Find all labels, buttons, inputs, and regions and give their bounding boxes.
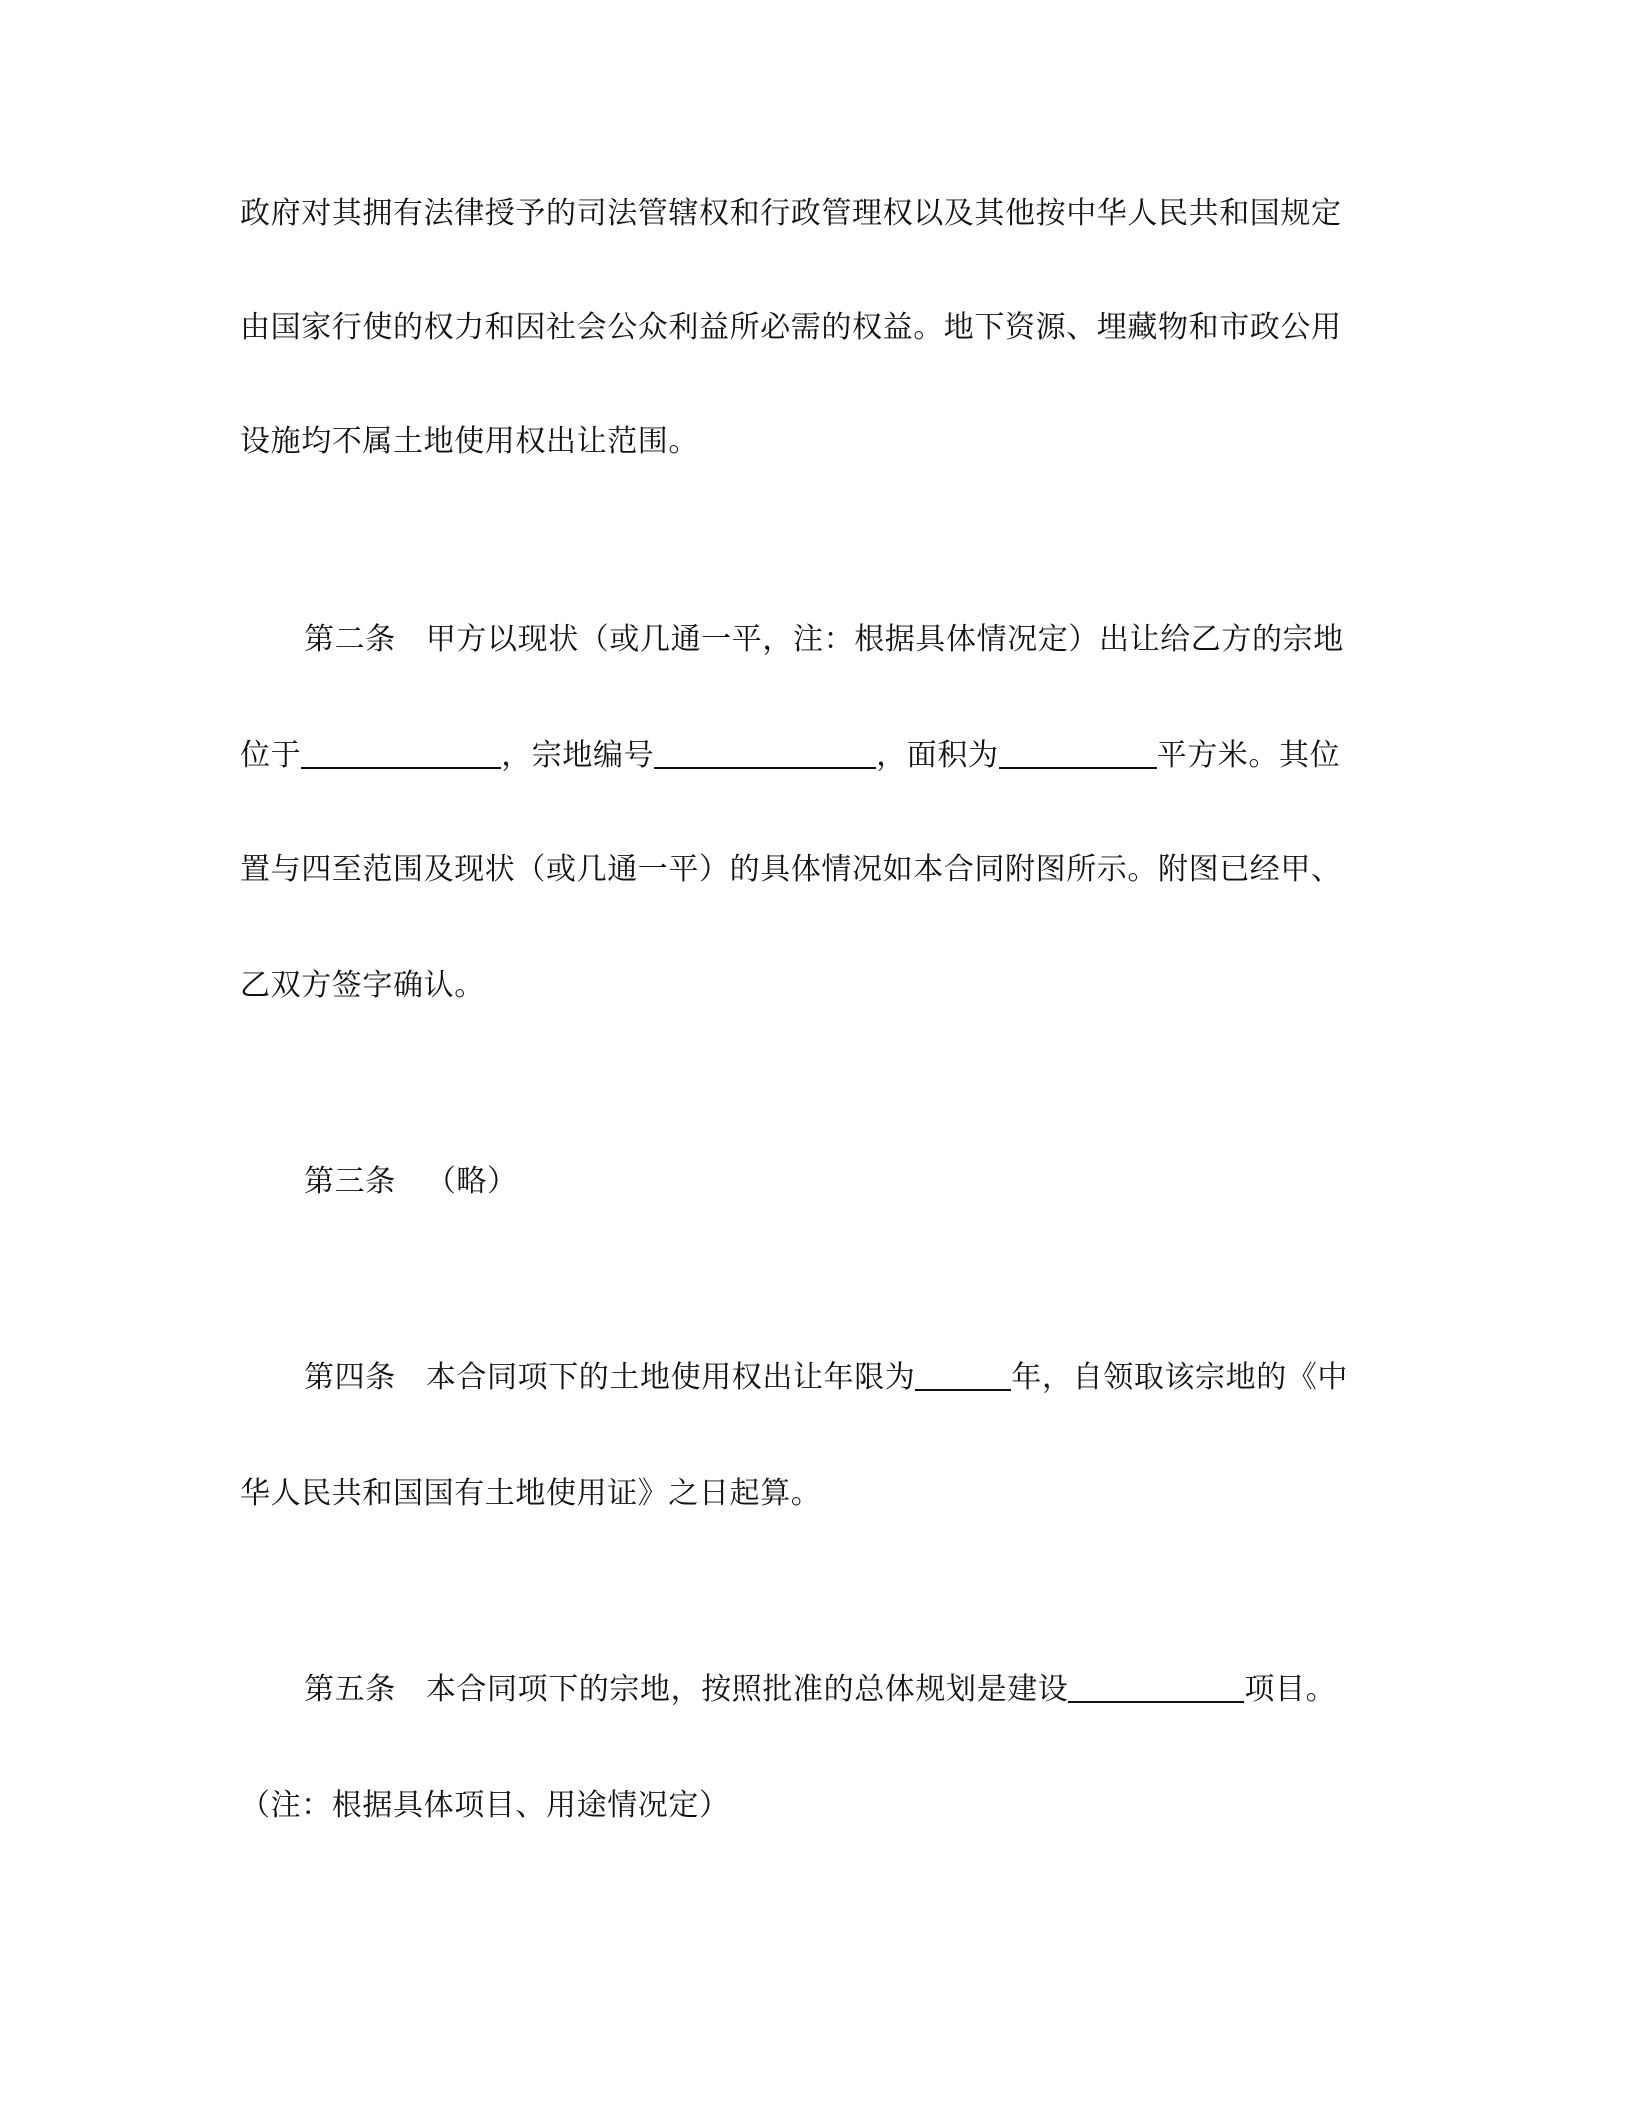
article-5-text: 本合同项下的宗地，按照批准的总体规划是建设 [425,1672,1069,1707]
project-blank-field[interactable] [1068,1671,1244,1703]
area-blank-field[interactable] [999,737,1157,769]
location-blank-field[interactable] [301,737,501,769]
article-3-text: （略） [425,1164,518,1199]
article-2-line [304,620,1344,660]
article-2-text: ，宗地编号 [501,738,655,773]
term-years-blank-field[interactable] [915,1359,1011,1391]
article-2-label: 第二条 [304,622,396,657]
article-2-text: 平方米。其位 [1156,738,1341,773]
article-5-label: 第五条 [304,1672,396,1707]
article-4-label: 第四条 [304,1360,396,1395]
article-5-note: （注：根据具体项目、用途情况定） [240,1788,730,1823]
article-5-line [304,1670,1336,1710]
paragraph-line: 政府对其拥有法律授予的司法管辖权和行政管理权以及其他按中华人民共和国规定 [240,196,1342,231]
article-4-text: 本合同项下的土地使用权出让年限为 [425,1360,916,1395]
paragraph-line: 由国家行使的权力和因社会公众利益所必需的权益。地下资源、埋藏物和市政公用 [240,310,1342,345]
article-4-line: 华人民共和国国有土地使用证》之日起算。 [240,1476,822,1511]
article-4-text: 年，自领取该宗地的《中 [1011,1360,1349,1395]
article-2-line: 乙双方签字确认。 [240,968,485,1003]
article-2-text: ，面积为 [876,738,999,773]
article-3-line [304,1162,518,1202]
article-2-line [240,736,1340,776]
article-3-label: 第三条 [304,1164,396,1199]
article-2-text: 位于 [240,738,302,773]
article-5-text: 项目。 [1244,1672,1337,1707]
article-2-line: 置与四至范围及现状（或几通一平）的具体情况如本合同附图所示。附图已经甲、 [240,852,1342,887]
article-2-text: 甲方以现状（或几通一平，注：根据具体情况定）出让给乙方的宗地 [425,622,1344,657]
parcel-number-blank-field[interactable] [654,737,876,769]
article-4-line [304,1358,1348,1398]
paragraph-line: 设施均不属土地使用权出让范围。 [240,424,699,459]
